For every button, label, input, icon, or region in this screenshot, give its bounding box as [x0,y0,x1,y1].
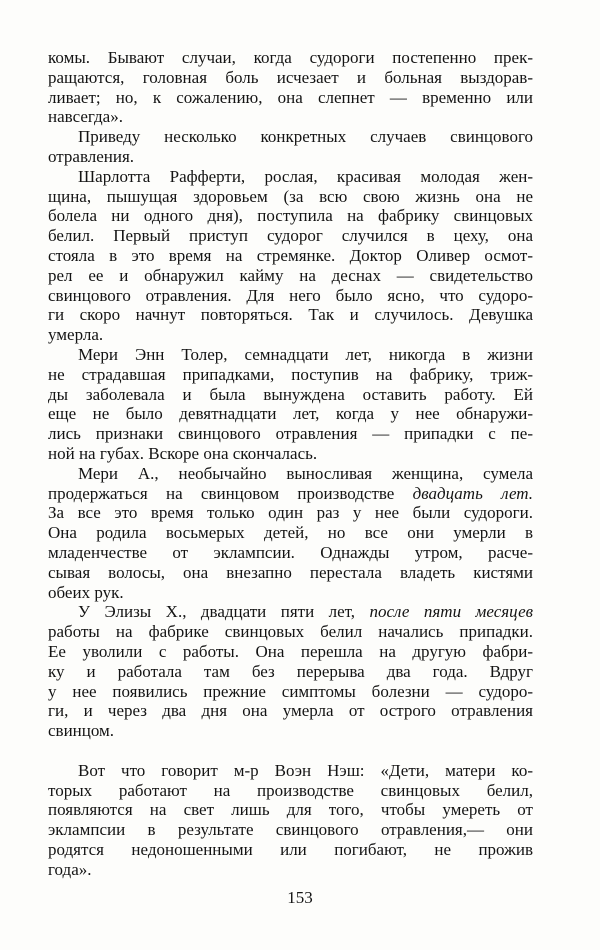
line-text: Она родила восьмерых детей, но все они умерли в [48,523,533,543]
text-line [78,602,533,622]
text-line [48,325,533,345]
line-text: продержаться на свинцовом производстве [48,483,413,503]
text-line [48,206,533,226]
line-text: ды заболевала и была вынуждена оставить работу. Ей [48,384,533,404]
text-line [48,147,533,167]
line-text: еще не было девятнадцати лет, когда у нее обнаружи- [48,404,533,424]
line-text: ращаются, головная боль исчезает и больная выздорав- [48,67,533,87]
text-line [78,464,533,484]
line-text: отравления. [48,147,135,166]
text-line [48,543,533,563]
line-text: У Элизы Х., двадцати пяти лет, [78,602,370,622]
line-text: работы на фабрике свинцовых белил начались припадки. [48,622,533,642]
line-text: стояла в это время на стремянке. Доктор Оливер осмот- [48,246,533,265]
text-line [48,187,533,207]
line-text: комы. Бывают случаи, когда судороги постепенно прек- [48,48,533,67]
text-line [48,642,533,662]
text-line [48,523,533,543]
line-text: свинцового отравления. Для него было ясно, что судоро- [48,285,533,305]
line-text: года». [48,859,92,879]
line-text: навсегда». [48,107,123,127]
line-text: ной на губах. Вскоре она скончалась. [48,444,318,463]
line-text: лись признаки свинцового отравления — припадки с пе- [48,424,533,444]
text-line [48,424,533,444]
page-number: 153 [287,888,313,907]
text-line [48,246,533,266]
line-text: появляются на свет лишь для того, чтобы умереть от [48,800,533,820]
text-line [48,721,533,741]
text-line [48,444,533,464]
text-line [48,563,533,583]
line-text: у нее появились прежние симптомы болезни — судоро- [48,681,533,701]
italic-emphasis: после пяти месяцев [369,602,533,622]
line-text: сывая волосы, она внезапно перестала владеть кистями [48,562,533,582]
line-text: белил. Первый приступ судорог случился в цеху, она [48,226,533,246]
line-text: обеих рук. [48,582,124,602]
line-text: Приведу несколько конкретных случаев свинцового [78,127,533,147]
line-text: За все это время только один раз у нее были судороги. [48,503,533,523]
text-line [78,345,533,365]
line-text: Шарлотта Рафферти, рослая, красивая молодая жен- [78,166,533,186]
text-line [48,385,533,405]
italic-emphasis: двадцать лет. [412,483,533,503]
line-text: умерла. [48,325,104,345]
text-line [48,701,533,721]
text-line [48,107,533,127]
line-text: младенчестве от эклампсии. Однажды утром, расче- [48,543,533,562]
line-text: торых работают на производстве свинцовых белил, [48,780,533,800]
line-text: ги, и через два дня она умерла от острого отравления [48,701,533,721]
line-text: Мери А., необычайно выносливая женщина, сумела [78,463,533,483]
text-line [48,68,533,88]
text-line [48,622,533,642]
text-line [48,404,533,424]
line-text: Мери Энн Толер, семнадцати лет, никогда в жизни [78,345,533,364]
text-line [78,167,533,187]
text-line [48,226,533,246]
line-text: щина, пышущая здоровьем (за всю свою жизнь она не [48,186,533,206]
text-line [78,761,533,781]
text-line [48,484,533,504]
line-text: эклампсии в результате свинцового отравления,— они [48,820,533,840]
line-text: родятся недоношенными или погибают, не прожив [48,840,533,859]
text-line [48,800,533,820]
line-text: Ее уволили с работы. Она перешла на другую фабри- [48,642,533,661]
text-line [48,781,533,801]
line-text: Вот что говорит м-р Воэн Нэш: «Дети, матери ко- [78,760,533,780]
text-line [48,583,533,603]
text-line [48,662,533,682]
text-line [48,286,533,306]
text-line [48,266,533,286]
line-text: рел ее и обнаружил кайму на деснах — свидетельство [48,265,533,285]
text-line [48,503,533,523]
text-line [78,127,533,147]
line-text: ги скоро начнут повторяться. Так и случилось. Девушка [48,305,533,325]
line-text: свинцом. [48,721,115,741]
line-text: ку и работала там без перерыва два года. Вдруг [48,661,533,681]
line-text: не страдавшая припадками, поступив на фабрику, триж- [48,364,533,384]
text-line [48,305,533,325]
text-line [48,840,533,860]
text-line [48,860,533,880]
text-line [48,48,533,68]
text-line [48,365,533,385]
text-line [48,88,533,108]
line-text: болела ни одного дня), поступила на фабрику свинцовых [48,206,533,226]
text-line [48,820,533,840]
text-line [48,682,533,702]
line-text: ливает; но, к сожалению, она слепнет — временно или [48,87,533,107]
